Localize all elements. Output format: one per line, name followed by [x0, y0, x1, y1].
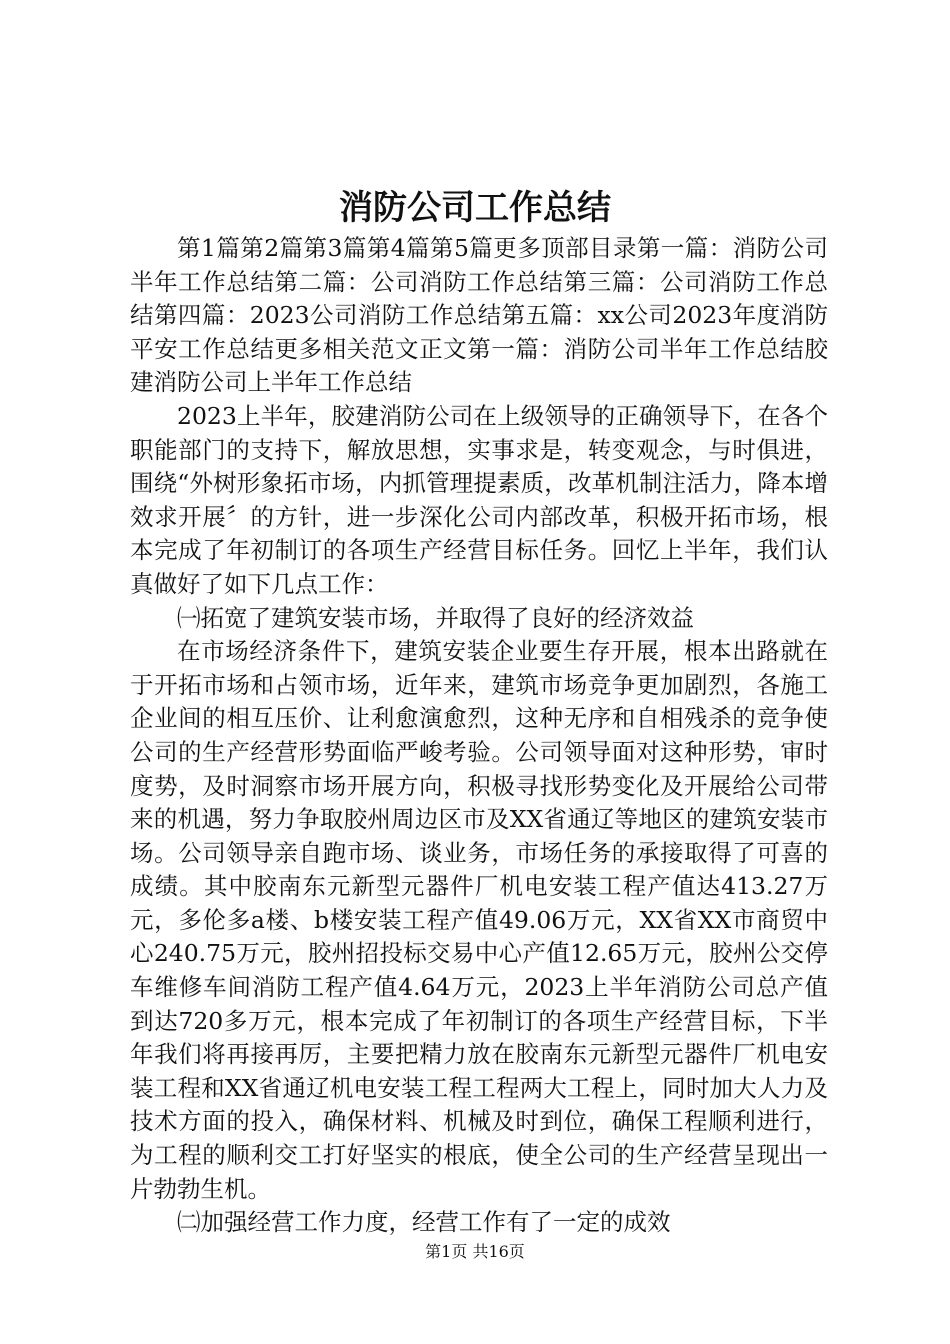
section-heading-1: ㈠拓宽了建筑安装市场，并取得了良好的经济效益	[177, 603, 694, 632]
section-heading-2: ㈡加强经营工作力度，经营工作有了一定的成效	[177, 1208, 671, 1237]
page-footer: 第1页 共16页	[425, 1242, 525, 1261]
paragraph-intro: 2023上半年，胶建消防公司在上级领导的正确领导下，在各个职能部门的支持下，解放思想，实事求是，转变观念，与时俱进，围绕“外树形象拓市场，内抓管理提素质，改革机制注活力，降本增效求开展〞的方针，进一步深化公司内部改革，积极开拓市场，根本完成了年初制订的各项生产经营目标任务。回忆上半年，我们认真做好了如下几点工作：	[130, 401, 828, 598]
paragraph-toc: 第1篇第2篇第3篇第4篇第5篇更多顶部目录第一篇：消防公司半年工作总结第二篇：公司消防工作总结第三篇：公司消防工作总结第四篇：2023公司消防工作总结第五篇：xx公司2023年度消防平安工作总结更多相关范文正文第一篇：消防公司半年工作总结胶建消防公司上半年工作总结	[130, 234, 828, 397]
document-body	[130, 232, 828, 1240]
paragraph-market: 在市场经济条件下，建筑安装企业要生存开展，根本出路就在于开拓市场和占领市场，近年来，建筑市场竞争更加剧烈，各施工企业间的相互压价、让利愈演愈烈，这种无序和自相残杀的竞争使公司的生产经营形势面临严峻考验。公司领导面对这种形势，审时度势，及时洞察市场开展方向，积极寻找形势变化及开展给公司带来的机遇，努力争取胶州周边区市及XX省通辽等地区的建筑安装市场。公司领导亲自跑市场、谈业务，市场任务的承接取得了可喜的成绩。其中胶南东元新型元器件厂机电安装工程产值达413.27万元，多伦多a楼、b楼安装工程产值49.06万元，XX省XX市商贸中心240.75万元，胶州招投标交易中心产值12.65万元，胶州公交停车维修车间消防工程产值4.64万元，2023上半年消防公司总产值到达720多万元，根本完成了年初制订的各项生产经营目标，下半年我们将再接再厉，主要把精力放在胶南东元新型元器件厂机电安装工程和XX省通辽机电安装工程工程两大工程上，同时加大人力及技术方面的投入，确保材料、机械及时到位，确保工程顺利进行，为工程的顺利交工打好坚实的根底，使全公司的生产经营呈现出一片勃勃生机。	[130, 637, 828, 1203]
document-title: 消防公司工作总结	[339, 188, 611, 228]
